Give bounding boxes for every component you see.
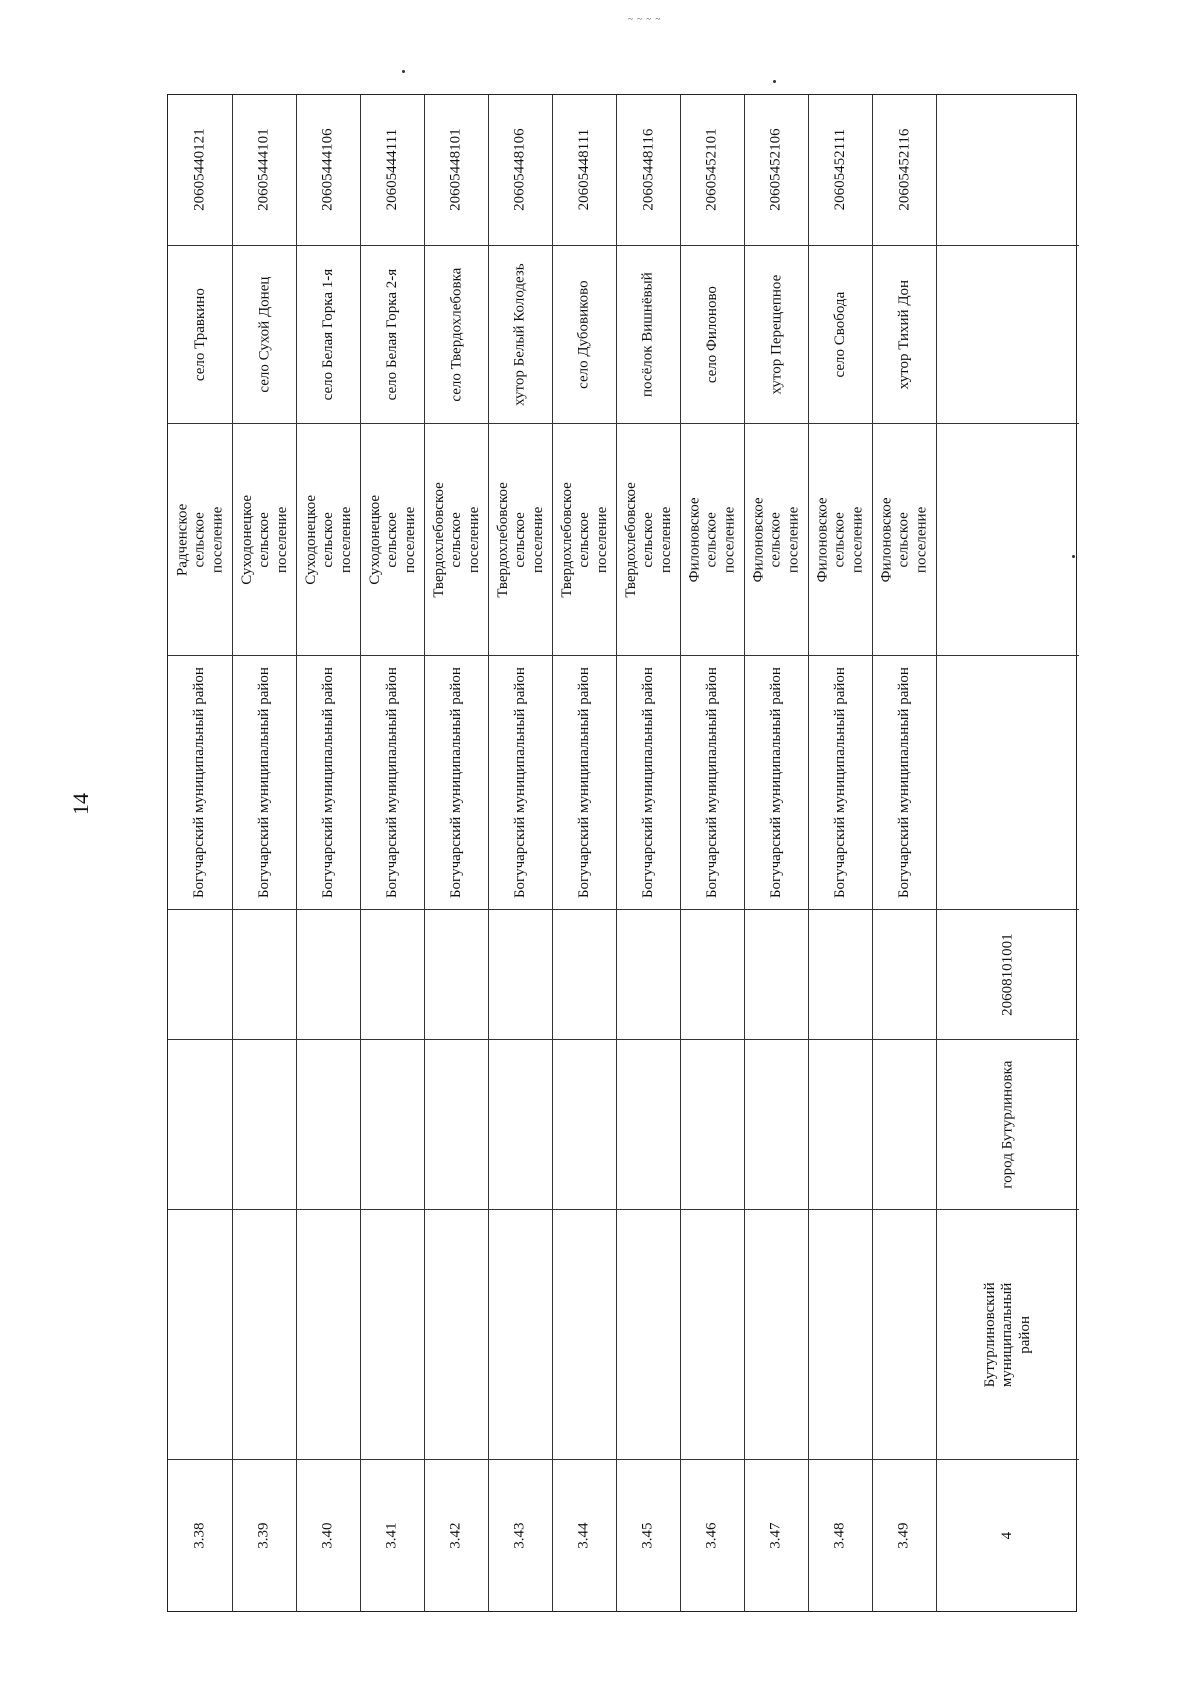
cell-rural-settlement [809, 423, 872, 655]
cell-text: 3.45 [639, 1522, 656, 1549]
cell-text: 20605452116 [895, 129, 912, 211]
cell-text: Богучарский муниципальный район [895, 666, 912, 899]
cell-locality [745, 245, 808, 423]
cell-locality-code [809, 95, 872, 245]
cell-text: 20608101001 [999, 933, 1016, 1016]
cell-text: 20605448101 [447, 128, 464, 212]
cell-locality [809, 245, 872, 423]
cell-district [873, 1209, 936, 1459]
cell-text: 3.47 [767, 1522, 784, 1549]
cell-num [873, 1459, 936, 1611]
cell-locality [297, 245, 360, 423]
cell-settlement [168, 1039, 232, 1209]
table-row [296, 95, 360, 1611]
table-row [936, 95, 1079, 1611]
cell-locality [873, 245, 936, 423]
cell-mun-district [937, 655, 1079, 909]
cell-text: Филоновское сельское поселение [814, 497, 866, 582]
cell-text: 20605444111 [383, 129, 400, 211]
cell-num [233, 1459, 296, 1611]
cell-mun-district [553, 655, 616, 909]
cell-text: село Белая Горка 1-я [319, 268, 336, 401]
cell-text: 3.41 [383, 1522, 400, 1549]
table-row [872, 95, 936, 1611]
cell-mun-district [489, 655, 552, 909]
cell-text: 3.42 [447, 1522, 464, 1549]
cell-text: село Сухой Донец [255, 276, 272, 393]
cell-text: 3.40 [319, 1522, 336, 1549]
scan-speck [402, 70, 405, 73]
cell-settlement [361, 1039, 424, 1209]
cell-locality-code [873, 95, 936, 245]
cell-locality-code [489, 95, 552, 245]
cell-text: 3.39 [255, 1522, 272, 1549]
cell-text: Суходонецкое сельское поселение [366, 494, 418, 585]
cell-settlement [745, 1039, 808, 1209]
cell-locality [361, 245, 424, 423]
cell-text: Богучарский муниципальный район [319, 666, 336, 899]
cell-locality-code [553, 95, 616, 245]
cell-locality-code [617, 95, 680, 245]
table-row [232, 95, 296, 1611]
cell-num [617, 1459, 680, 1611]
cell-locality-code [297, 95, 360, 245]
cell-text: хутор Белый Колодезь [511, 263, 528, 406]
cell-code [233, 909, 296, 1039]
cell-locality [425, 245, 488, 423]
cell-code [297, 909, 360, 1039]
cell-num [809, 1459, 872, 1611]
settlements-table [167, 94, 1077, 1612]
cell-district [361, 1209, 424, 1459]
cell-num [681, 1459, 744, 1611]
cell-text: 20605448111 [575, 129, 592, 211]
cell-locality [617, 245, 680, 423]
cell-locality [553, 245, 616, 423]
cell-text: 20605448116 [639, 129, 656, 211]
cell-text: Филоновское сельское поселение [750, 497, 802, 582]
cell-settlement [425, 1039, 488, 1209]
cell-district [233, 1209, 296, 1459]
cell-text: Твердохлебовское сельское поселение [622, 481, 674, 598]
cell-text: село Травкино [191, 288, 208, 381]
cell-text: 4 [999, 1531, 1016, 1540]
cell-locality-code [425, 95, 488, 245]
cell-text: село Дубовиково [575, 280, 592, 389]
cell-settlement [297, 1039, 360, 1209]
cell-text: село Филоново [703, 285, 720, 384]
cell-locality [233, 245, 296, 423]
cell-mun-district [809, 655, 872, 909]
cell-settlement [489, 1039, 552, 1209]
cell-text: село Белая Горка 2-я [383, 268, 400, 401]
cell-rural-settlement [553, 423, 616, 655]
cell-num [937, 1459, 1079, 1611]
cell-district [489, 1209, 552, 1459]
cell-rural-settlement [681, 423, 744, 655]
cell-locality-code [745, 95, 808, 245]
cell-text: 3.46 [703, 1522, 720, 1549]
cell-rural-settlement [745, 423, 808, 655]
cell-text: Бутурлиновский муниципальный район [982, 1282, 1033, 1387]
cell-locality [489, 245, 552, 423]
cell-mun-district [745, 655, 808, 909]
cell-text: село Твердохлебовка [447, 267, 464, 402]
cell-text: Богучарский муниципальный район [191, 666, 208, 899]
cell-num [553, 1459, 616, 1611]
table-row [424, 95, 488, 1611]
cell-mun-district [233, 655, 296, 909]
table-row [808, 95, 872, 1611]
cell-num [489, 1459, 552, 1611]
cell-mun-district [168, 655, 232, 909]
cell-settlement [617, 1039, 680, 1209]
cell-mun-district [873, 655, 936, 909]
cell-text: 3.38 [191, 1522, 208, 1549]
cell-rural-settlement [361, 423, 424, 655]
cell-text: Суходонецкое сельское поселение [302, 494, 354, 585]
cell-district [425, 1209, 488, 1459]
cell-text: 3.44 [575, 1522, 592, 1549]
cell-text: 3.43 [511, 1522, 528, 1549]
cell-settlement [233, 1039, 296, 1209]
cell-mun-district [681, 655, 744, 909]
cell-locality-code [233, 95, 296, 245]
cell-text: посёлок Вишнёвый [639, 272, 656, 397]
cell-text: Твердохлебовское сельское поселение [430, 481, 482, 598]
cell-text: Суходонецкое сельское поселение [238, 494, 290, 585]
cell-settlement [553, 1039, 616, 1209]
cell-locality [168, 245, 232, 423]
cell-num [361, 1459, 424, 1611]
table-row [552, 95, 616, 1611]
cell-text: 20605448106 [511, 128, 528, 212]
cell-code [425, 909, 488, 1039]
cell-text: 3.48 [831, 1522, 848, 1549]
cell-rural-settlement [489, 423, 552, 655]
table-row [360, 95, 424, 1611]
scan-speck [1072, 555, 1075, 558]
cell-num [297, 1459, 360, 1611]
table-row [168, 95, 232, 1611]
page-number: 14 [68, 793, 93, 815]
cell-district [553, 1209, 616, 1459]
cell-text: село Свобода [831, 291, 848, 378]
cell-district [297, 1209, 360, 1459]
cell-text: Филоновское сельское поселение [878, 497, 930, 582]
cell-text: Радченское сельское поселение [174, 503, 225, 576]
cell-text: город Бутурлиновка [999, 1060, 1016, 1189]
cell-settlement [809, 1039, 872, 1209]
cell-text: Богучарский муниципальный район [575, 666, 592, 899]
cell-text: 20605444101 [255, 128, 272, 212]
cell-rural-settlement [937, 423, 1079, 655]
cell-settlement [681, 1039, 744, 1209]
cell-text: 20605440121 [191, 128, 208, 212]
cell-code [361, 909, 424, 1039]
cell-code [745, 909, 808, 1039]
scan-mark: ~ ~ ~ ~ [628, 14, 662, 24]
cell-rural-settlement [168, 423, 232, 655]
cell-text: 20605452111 [831, 129, 848, 211]
cell-text: 20605452101 [703, 128, 720, 212]
cell-code [617, 909, 680, 1039]
cell-district [937, 1209, 1079, 1459]
cell-text: Богучарский муниципальный район [639, 666, 656, 899]
cell-locality-code [168, 95, 232, 245]
cell-district [681, 1209, 744, 1459]
cell-num [745, 1459, 808, 1611]
cell-code [873, 909, 936, 1039]
cell-mun-district [425, 655, 488, 909]
cell-rural-settlement [233, 423, 296, 655]
cell-text: Богучарский муниципальный район [447, 666, 464, 899]
cell-text: 20605452106 [767, 128, 784, 212]
cell-text: Богучарский муниципальный район [703, 666, 720, 899]
cell-locality-code [937, 95, 1079, 245]
cell-code [168, 909, 232, 1039]
cell-locality-code [361, 95, 424, 245]
cell-text: 20605444106 [319, 128, 336, 212]
cell-rural-settlement [873, 423, 936, 655]
cell-locality-code [681, 95, 744, 245]
cell-district [617, 1209, 680, 1459]
cell-text: Богучарский муниципальный район [383, 666, 400, 899]
cell-text: 3.49 [895, 1522, 912, 1549]
cell-code [937, 909, 1079, 1039]
cell-settlement [873, 1039, 936, 1209]
cell-text: Филоновское сельское поселение [686, 497, 738, 582]
cell-code [809, 909, 872, 1039]
cell-district [168, 1209, 232, 1459]
cell-code [681, 909, 744, 1039]
cell-text: Твердохлебовское сельское поселение [558, 481, 610, 598]
cell-code [489, 909, 552, 1039]
cell-text: хутор Перещепное [767, 274, 784, 395]
cell-num [168, 1459, 232, 1611]
cell-mun-district [297, 655, 360, 909]
cell-rural-settlement [617, 423, 680, 655]
cell-text: Твердохлебовское сельское поселение [494, 481, 546, 598]
cell-code [553, 909, 616, 1039]
cell-mun-district [361, 655, 424, 909]
cell-rural-settlement [297, 423, 360, 655]
cell-mun-district [617, 655, 680, 909]
scan-speck [773, 80, 776, 83]
cell-text: хутор Тихий Дон [895, 279, 912, 390]
cell-text: Богучарский муниципальный район [511, 666, 528, 899]
cell-locality [937, 245, 1079, 423]
cell-text: Богучарский муниципальный район [767, 666, 784, 899]
cell-district [809, 1209, 872, 1459]
cell-locality [681, 245, 744, 423]
cell-text: Богучарский муниципальный район [831, 666, 848, 899]
cell-rural-settlement [425, 423, 488, 655]
cell-settlement [937, 1039, 1079, 1209]
cell-text: Богучарский муниципальный район [255, 666, 272, 899]
table-row [744, 95, 808, 1611]
table-row [616, 95, 680, 1611]
cell-district [745, 1209, 808, 1459]
table-row [680, 95, 744, 1611]
cell-num [425, 1459, 488, 1611]
table-row [488, 95, 552, 1611]
